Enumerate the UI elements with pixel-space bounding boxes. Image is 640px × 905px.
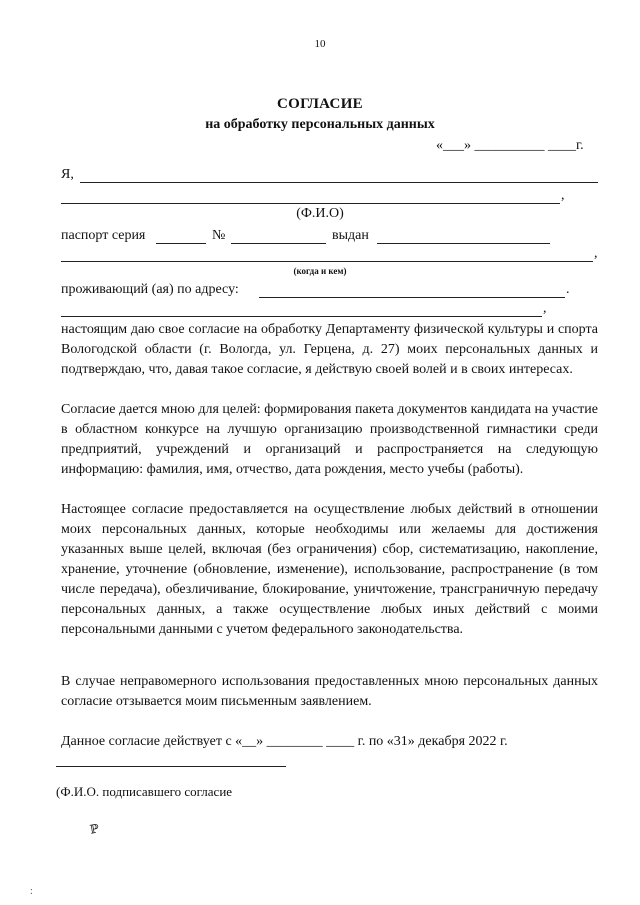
paragraph-actions: Настоящее согласие предоставляется на осуществление любых действий в отношении моих персональных данных, которые необходимы или желаемы для достижения указанных выше целей, включая (без ограничения) сбор, систематизацию, накопление, хранение, уточнение (обновление, изменение), использование, распространение (в том числе передача), обезличивание, блокирование, уничтожение, трансграничную передачу персональных данных, а также осуществление любых иных действий с моими персональными данными с учетом федерального законодательства. [61, 502, 598, 637]
paragraph-revocation: В случае неправомерного использования предоставленных мною персональных данных согласие отзывается моим письменным заявлением. [61, 674, 598, 709]
document-title: СОГЛАСИЕ [277, 96, 363, 112]
paragraph-consent: настоящим даю свое согласие на обработку Департаменту физической культуры и спорта Вологодской области (г. Вологда, ул. Герцена, д. 27) моих персональных данных и подтверждаю, что, давая такое согласие, я действую своей волей и в своих интересах. [61, 322, 598, 377]
issued-line-comma: , [594, 246, 598, 261]
fio-line-2[interactable] [61, 203, 560, 204]
corner-mark: : [30, 886, 33, 897]
address-label: проживающий (ая) по адресу: [61, 282, 239, 297]
validity-line: Данное согласие действует с «__» ________ ____ г. по «31» декабря 2022 г. [61, 734, 508, 749]
address-field-2[interactable] [61, 316, 542, 317]
passport-series-field[interactable] [156, 243, 206, 244]
passport-number-field[interactable] [231, 243, 326, 244]
passport-series-label: паспорт серия [61, 228, 146, 243]
document-subtitle: на обработку персональных данных [205, 117, 435, 132]
fio-line-comma: , [561, 188, 565, 203]
address-line-dot: . [566, 282, 570, 297]
page-number: 10 [314, 38, 326, 50]
issued-label: выдан [332, 228, 369, 243]
issued-field-2[interactable] [61, 261, 593, 262]
address-line-comma: , [543, 301, 547, 316]
paragraph-purpose: Согласие дается мною для целей: формирования пакета документов кандидата на участие в областном конкурсе на лучшую организацию производственной гимнастики среди предприятий, учреждений и организаций и распространяется на следующую информацию: фамилия, имя, отчество, дата рождения, место учебы (работы). [61, 402, 598, 477]
signature-mark: ℙ [88, 821, 101, 837]
signature-caption: (Ф.И.О. подписавшего согласие [56, 784, 233, 799]
address-field-1[interactable] [259, 297, 565, 298]
signature-line[interactable] [56, 766, 286, 767]
issued-by-caption: (когда и кем) [293, 266, 347, 276]
document-date-line: «___» __________ ____г. [436, 138, 584, 153]
issued-field-1[interactable] [377, 243, 550, 244]
fio-caption: (Ф.И.О) [296, 206, 344, 221]
ya-label: Я, [61, 167, 74, 182]
fio-line-1[interactable] [80, 182, 598, 183]
passport-number-label: № [212, 228, 226, 243]
